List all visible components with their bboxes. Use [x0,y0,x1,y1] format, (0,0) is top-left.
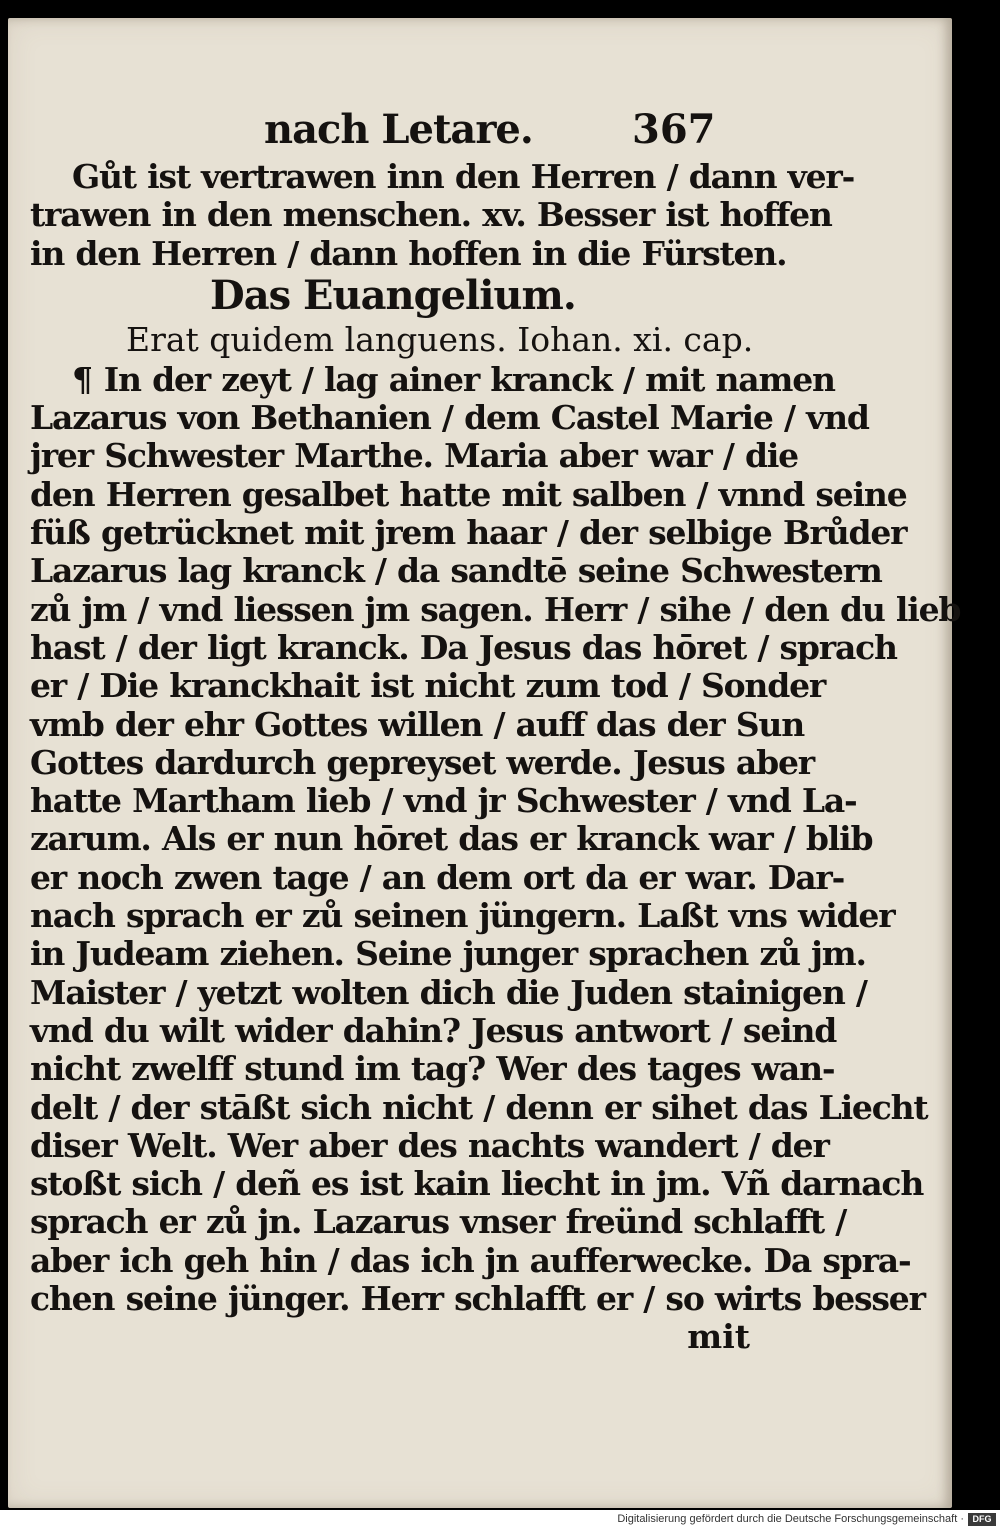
text-line [30,359,835,399]
book-page [8,18,961,1508]
gospel-heading: Das Euangelium. [210,271,576,319]
text-line: Lazarus lag kranck / da sandtē seine Schwestern [30,551,882,591]
text-line: füß getrücknet mit jrem haar / der selbige Brůder [30,513,907,553]
text-line: in den Herren / dann hoffen in die Fürsten. [30,233,787,273]
catchword: mit [687,1317,750,1357]
text-line: nicht zwelff stund im tag? Wer des tages wan- [30,1049,835,1089]
text-line: vnd du wilt wider dahin? Jesus antwort / seind [30,1010,837,1050]
text-line: delt / der stāßt sich nicht / denn er sihet das Liecht [30,1087,928,1127]
text-line: hast / der ligt kranck. Da Jesus das hōret / sprach [30,627,897,667]
latin-incipit: Erat quidem languens. Iohan. xi. cap. [126,319,754,359]
text-line: hatte Martham lieb / vnd jr Schwester / vnd La- [30,781,857,821]
text-line: nach sprach er zů seinen jüngern. Laßt vns wider [30,896,895,936]
text-line: jrer Schwester Marthe. Maria aber war / die [30,436,798,476]
running-head [30,104,764,158]
text-line: trawen in den menschen. xv. Besser ist hoffen [30,195,832,235]
text-line: stoßt sich / deñ es ist kain liecht in jm. Vñ darnach [30,1164,924,1204]
text-line: zarum. Als er nun hōret das er kranck war / blib [30,819,873,859]
running-head-title: nach Letare. [264,106,533,153]
text-line: Maister / yetzt wolten dich die Juden stainigen / [30,972,867,1012]
funding-credit: Digitalisierung gefördert durch die Deutsche Forschungsgemeinschaft · [617,1513,964,1525]
dfg-logo-icon: DFG [968,1513,996,1526]
page-number: 367 [632,106,716,153]
page-text [30,104,961,1357]
text-line: in Judeam ziehen. Seine junger sprachen zů jm. [30,934,866,974]
text-line: sprach er zů jn. Lazarus vnser freünd schlafft / [30,1202,847,1242]
text-line: diser Welt. Wer aber des nachts wandert / der [30,1125,829,1165]
text-line: vmb der ehr Gottes willen / auff das der Sun [30,704,804,744]
footer-bar [0,1510,1000,1530]
text-line-content: In der zeyt / lag ainer kranck / mit namen [103,359,835,399]
text-line: er / Die kranckhait ist nicht zum tod / Sonder [30,666,826,706]
text-line: Gottes dardurch gepreyset werde. Jesus aber [30,742,814,782]
text-line: den Herren gesalbet hatte mit salben / vnnd seine [30,474,907,514]
text-line: Lazarus von Bethanien / dem Castel Marie / vnd [30,398,869,438]
text-line: zů jm / vnd liessen jm sagen. Herr / sihe / den du lieb [30,589,961,629]
text-line: Gůt ist vertrawen inn den Herren / dann ver- [72,157,855,196]
text-line: er noch zwen tage / an dem ort da er war. Dar- [30,857,845,897]
text-line: chen seine jünger. Herr schlafft er / so wirts besser [30,1279,925,1319]
pilcrow-mark: ¶ [72,359,92,399]
text-line: aber ich geh hin / das ich jn aufferwecke. Da spra- [30,1240,911,1280]
